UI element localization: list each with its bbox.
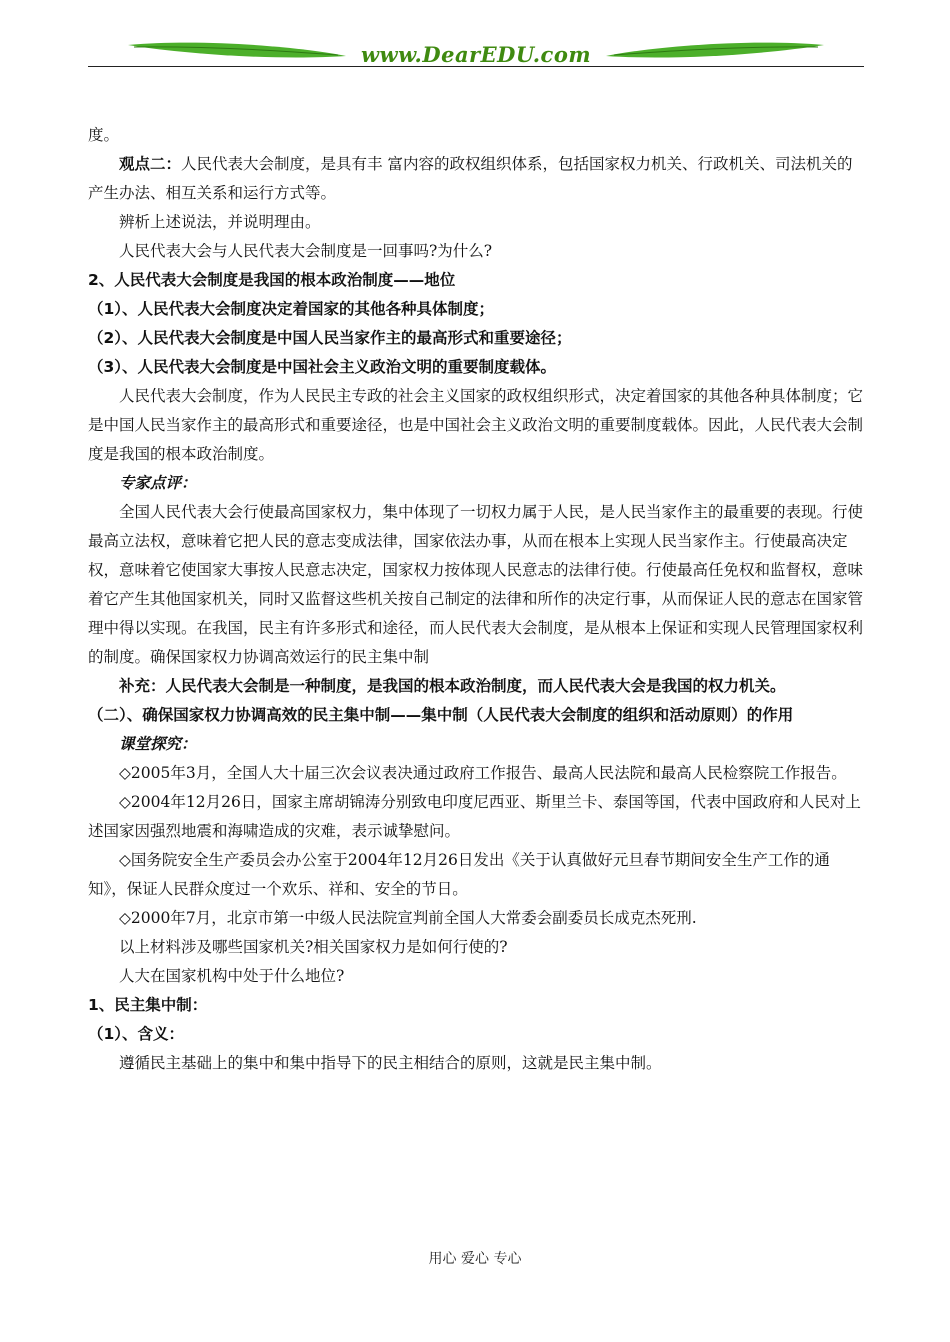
paragraph: 人民代表大会制度，作为人民民主专政的社会主义国家的政权组织形式，决定着国家的其他各种具体制度；它是中国人民当家作主的最高形式和重要途径，也是中国社会主义政治文明的重要制度载体。因此，人民代表大会制度是我国的根本政治制度。 bbox=[88, 387, 864, 463]
paragraph bbox=[88, 150, 864, 208]
paragraph: 遵循民主基础上的集中和集中指导下的民主相结合的原则，这就是民主集中制。 bbox=[119, 1054, 662, 1072]
page-footer: 用心 爱心 专心 bbox=[428, 1251, 522, 1267]
section-heading: （二）、确保国家权力协调高效的民主集中制——集中制（人民代表大会制度的组织和活动原则）的作用 bbox=[88, 706, 794, 724]
list-item: （3）、人民代表大会制度是中国社会主义政治文明的重要制度载体。 bbox=[88, 358, 557, 376]
material-item: ◇2000年7月，北京市第一中级人民法院宣判前全国人大常委会副委员长成克杰死刑. bbox=[119, 909, 697, 927]
viewpoint-label: 观点二： bbox=[119, 155, 182, 173]
supplement-note: 补充：人民代表大会制是一种制度，是我国的根本政治制度，而人民代表大会是我国的权力机关。 bbox=[119, 677, 786, 695]
header-divider bbox=[88, 66, 864, 67]
site-logo: www.DearEDU.com bbox=[360, 42, 592, 67]
list-item: （1）、人民代表大会制度决定着国家的其他各种具体制度； bbox=[88, 300, 495, 318]
question: 人大在国家机构中处于什么地位? bbox=[119, 967, 345, 985]
document-body bbox=[88, 121, 864, 1078]
section-heading: 2、人民代表大会制度是我国的根本政治制度——地位 bbox=[88, 271, 456, 289]
paragraph: 人民代表大会与人民代表大会制度是一回事吗?为什么? bbox=[119, 242, 493, 260]
sub-heading: （1）、含义： bbox=[88, 1025, 185, 1043]
material-item: ◇2005年3月，全国人大十届三次会议表决通过政府工作报告、最高人民法院和最高人民检察院工作报告。 bbox=[119, 764, 847, 782]
material-item: ◇国务院安全生产委员会办公室于2004年12月26日发出《关于认真做好元旦春节期间安全生产工作的通知》，保证人民群众度过一个欢乐、祥和、安全的节日。 bbox=[88, 851, 830, 898]
section-heading: 1、民主集中制： bbox=[88, 996, 208, 1014]
paragraph: 全国人民代表大会行使最高国家权力，集中体现了一切权力属于人民，是人民当家作主的最重要的表现。行使最高立法权，意味着它把人民的意志变成法律，国家依法办事，从而在根本上实现人民当家作主。行使最高决定权，意味着它使国家大事按人民意志决定，国家权力按体现人民意志的法律行使。行使最高任免权和监督权，意味着它产生其他国家机关，同时又监督这些机关按自己制定的法律和所作的决定行事，从而保证人民的意志在国家管理中得以实现。在我国，民主有许多形式和途径，而人民代表大会制度，是从根本上保证和实现人民管理国家权利的制度。确保国家权力协调高效运行的民主集中制 bbox=[88, 503, 864, 666]
paragraph: 度。 bbox=[88, 126, 120, 144]
expert-comment-label: 专家点评： bbox=[119, 474, 197, 492]
list-item: （2）、人民代表大会制度是中国人民当家作主的最高形式和重要途径； bbox=[88, 329, 572, 347]
paragraph: 辨析上述说法，并说明理由。 bbox=[119, 213, 321, 231]
material-item: ◇2004年12月26日，国家主席胡锦涛分别致电印度尼西亚、斯里兰卡、泰国等国，代表中国政府和人民对上述国家因强烈地震和海啸造成的灾难，表示诚挚慰问。 bbox=[88, 793, 861, 840]
class-inquiry-label: 课堂探究： bbox=[119, 735, 197, 753]
viewpoint-text: 人民代表大会制度，是具有丰 富内容的政权组织体系，包括国家权力机关、行政机关、司法机关的产生办法、相互关系和运行方式等。 bbox=[88, 155, 853, 202]
question: 以上材料涉及哪些国家机关?相关国家权力是如何行使的? bbox=[119, 938, 508, 956]
